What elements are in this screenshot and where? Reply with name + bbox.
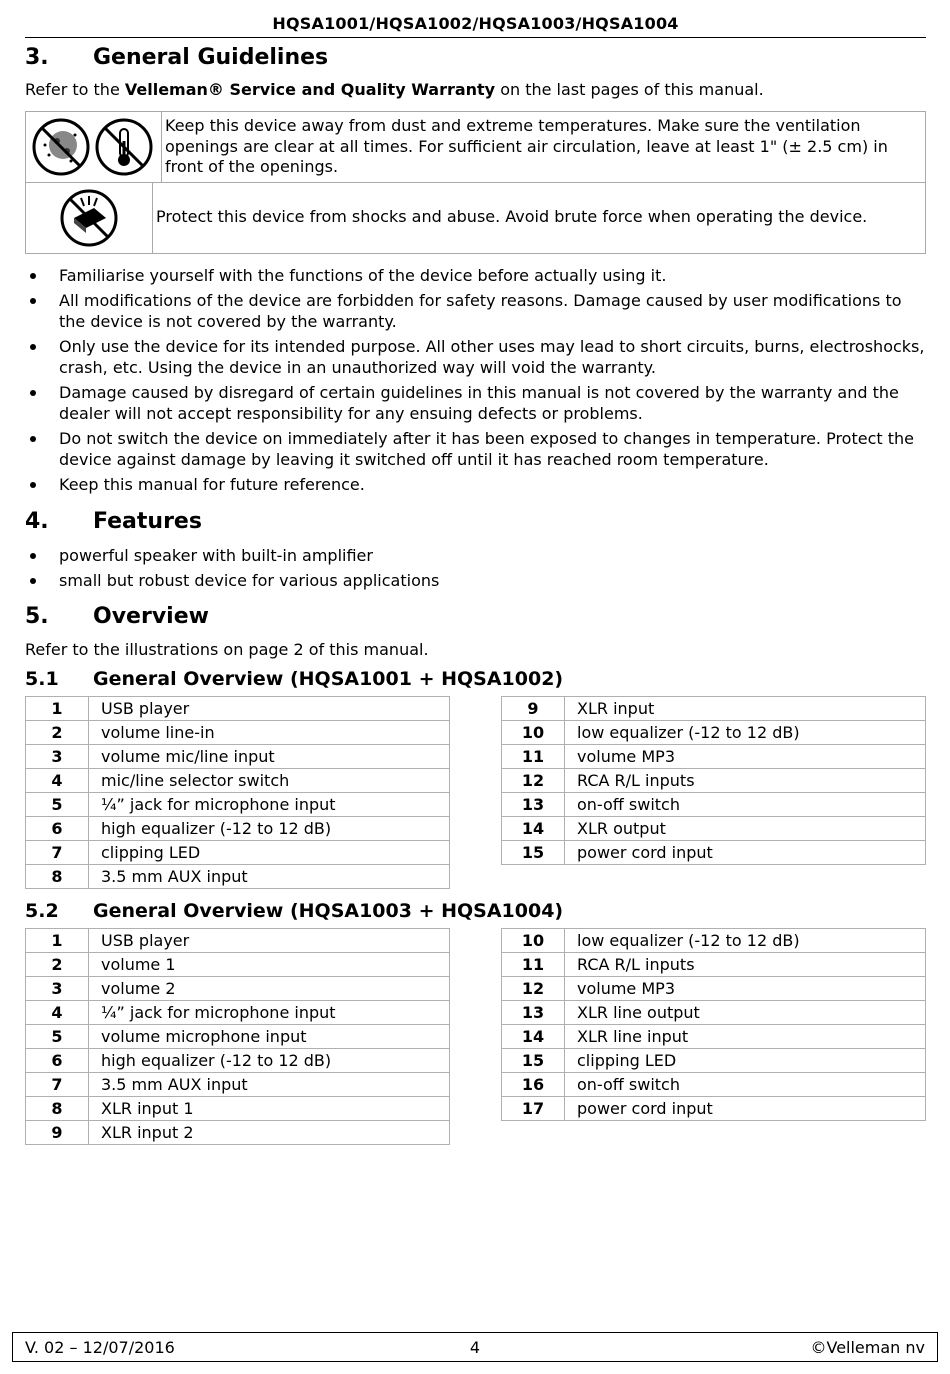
version-date: V. 02 – 12/07/2016: [25, 1338, 175, 1357]
item-description: low equalizer (-12 to 12 dB): [565, 929, 926, 953]
table-row: [26, 769, 450, 793]
item-description: XLR input 2: [89, 1121, 450, 1145]
table-row: [502, 721, 926, 745]
item-description: power cord input: [565, 1097, 926, 1121]
item-number: 6: [26, 1049, 89, 1073]
item-number: 3: [26, 977, 89, 1001]
item-number: 11: [502, 953, 565, 977]
item-description: volume mic/line input: [89, 745, 450, 769]
table-row: [502, 929, 926, 953]
item-number: 11: [502, 745, 565, 769]
item-number: 3: [26, 745, 89, 769]
item-number: 5: [26, 793, 89, 817]
table-row: [26, 953, 450, 977]
overview-table-5-1-right: [501, 696, 926, 865]
item-description: power cord input: [565, 841, 926, 865]
item-description: high equalizer (-12 to 12 dB): [89, 817, 450, 841]
item-number: 8: [26, 865, 89, 889]
subsection-number: 5.1: [25, 668, 59, 690]
no-shock-icon: [59, 188, 119, 248]
item-description: XLR input: [565, 697, 926, 721]
list-item: powerful speaker with built-in amplifier: [25, 545, 925, 566]
guidelines-list: [25, 265, 925, 499]
table-row: [26, 1121, 450, 1145]
subsection-title: General Overview (HQSA1001 + HQSA1002): [93, 668, 564, 690]
item-description: 3.5 mm AUX input: [89, 1073, 450, 1097]
warning-row-dust: [25, 111, 926, 183]
copyright: ©Velleman nv: [810, 1338, 925, 1357]
item-number: 13: [502, 1001, 565, 1025]
item-number: 9: [26, 1121, 89, 1145]
list-item: Only use the device for its intended purpose. All other uses may lead to short circuits, burns, electroshocks, crash, etc. Using the device in an unauthorized way will void the warranty.: [25, 336, 925, 378]
table-row: [502, 793, 926, 817]
list-item: All modifications of the device are forbidden for safety reasons. Damage caused by user modifications to the device is not covered by the warranty.: [25, 290, 925, 332]
table-row: [26, 721, 450, 745]
item-description: volume 1: [89, 953, 450, 977]
item-number: 14: [502, 817, 565, 841]
item-number: 7: [26, 841, 89, 865]
no-dust-icon: [31, 117, 91, 177]
subsection-title: General Overview (HQSA1003 + HQSA1004): [93, 900, 564, 922]
table-row: [502, 841, 926, 865]
item-number: 10: [502, 929, 565, 953]
item-number: 5: [26, 1025, 89, 1049]
overview-table-5-2-left: [25, 928, 450, 1145]
warning-text-shock: Protect this device from shocks and abuse. Avoid brute force when operating the device.: [156, 207, 868, 226]
item-description: ¼” jack for microphone input: [89, 793, 450, 817]
section-title: General Guidelines: [93, 45, 329, 70]
list-item: Do not switch the device on immediately after it has been exposed to changes in temperature. Protect the device against damage by leaving it switched off until it has reached room temperature.: [25, 428, 925, 470]
table-row: [26, 977, 450, 1001]
warranty-reference: Velleman® Service and Quality Warranty: [124, 80, 496, 99]
item-description: low equalizer (-12 to 12 dB): [565, 721, 926, 745]
table-row: [502, 1073, 926, 1097]
item-description: volume line-in: [89, 721, 450, 745]
list-item: small but robust device for various applications: [25, 570, 925, 591]
table-row: [26, 1001, 450, 1025]
table-row: [26, 1025, 450, 1049]
table-row: [26, 929, 450, 953]
item-description: mic/line selector switch: [89, 769, 450, 793]
item-number: 4: [26, 1001, 89, 1025]
overview-table-5-1-left: [25, 696, 450, 889]
table-row: [26, 1049, 450, 1073]
table-row: [502, 1097, 926, 1121]
item-number: 12: [502, 769, 565, 793]
list-item: Keep this manual for future reference.: [25, 474, 925, 495]
item-description: volume MP3: [565, 745, 926, 769]
table-row: [502, 745, 926, 769]
item-number: 16: [502, 1073, 565, 1097]
table-row: [502, 977, 926, 1001]
table-row: [26, 817, 450, 841]
item-description: XLR line output: [565, 1001, 926, 1025]
item-description: XLR line input: [565, 1025, 926, 1049]
intro-text: Refer to the: [25, 80, 125, 99]
overview-table-5-2-right: [501, 928, 926, 1121]
table-row: [502, 1049, 926, 1073]
item-description: clipping LED: [565, 1049, 926, 1073]
no-extreme-temperature-icon: [94, 117, 154, 177]
table-row: [502, 769, 926, 793]
item-number: 6: [26, 817, 89, 841]
item-number: 17: [502, 1097, 565, 1121]
table-row: [26, 793, 450, 817]
item-description: USB player: [89, 929, 450, 953]
item-description: volume microphone input: [89, 1025, 450, 1049]
item-number: 14: [502, 1025, 565, 1049]
item-description: RCA R/L inputs: [565, 769, 926, 793]
item-number: 1: [26, 929, 89, 953]
item-number: 15: [502, 1049, 565, 1073]
table-row: [502, 817, 926, 841]
item-description: ¼” jack for microphone input: [89, 1001, 450, 1025]
document-header: HQSA1001/HQSA1002/HQSA1003/HQSA1004: [25, 11, 926, 38]
item-number: 15: [502, 841, 565, 865]
list-item: Damage caused by disregard of certain guidelines in this manual is not covered by the warranty and the dealer will not accept responsibility for any ensuing defects or problems.: [25, 382, 925, 424]
table-row: [26, 745, 450, 769]
item-number: 13: [502, 793, 565, 817]
item-description: on-off switch: [565, 1073, 926, 1097]
item-description: XLR output: [565, 817, 926, 841]
document-footer: [12, 1332, 938, 1362]
table-row: [26, 865, 450, 889]
table-row: [26, 697, 450, 721]
item-description: high equalizer (-12 to 12 dB): [89, 1049, 450, 1073]
subsection-number: 5.2: [25, 900, 59, 922]
item-description: on-off switch: [565, 793, 926, 817]
item-number: 8: [26, 1097, 89, 1121]
item-number: 9: [502, 697, 565, 721]
warning-text-dust: Keep this device away from dust and extreme temperatures. Make sure the ventilation openings are clear at all times. For sufficient air circulation, leave at least 1" (± 2.5 cm) in front of the openings.: [165, 116, 888, 176]
table-row: [26, 841, 450, 865]
table-row: [502, 697, 926, 721]
features-list: [25, 545, 925, 595]
section-title: Overview: [93, 604, 209, 629]
section-5-intro: Refer to the illustrations on page 2 of this manual.: [25, 640, 429, 659]
item-number: 2: [26, 953, 89, 977]
table-row: [502, 1025, 926, 1049]
item-number: 4: [26, 769, 89, 793]
item-description: XLR input 1: [89, 1097, 450, 1121]
list-item: Familiarise yourself with the functions of the device before actually using it.: [25, 265, 925, 286]
table-row: [26, 1097, 450, 1121]
section-number: 5.: [25, 604, 49, 629]
item-number: 10: [502, 721, 565, 745]
table-row: [26, 1073, 450, 1097]
item-description: volume MP3: [565, 977, 926, 1001]
table-row: [502, 953, 926, 977]
item-number: 1: [26, 697, 89, 721]
item-number: 2: [26, 721, 89, 745]
intro-text-end: on the last pages of this manual.: [495, 80, 764, 99]
section-number: 4.: [25, 509, 49, 534]
warning-icon-cell: [26, 183, 153, 253]
section-3-intro: [25, 79, 925, 100]
item-description: RCA R/L inputs: [565, 953, 926, 977]
item-description: 3.5 mm AUX input: [89, 865, 450, 889]
item-number: 7: [26, 1073, 89, 1097]
item-description: volume 2: [89, 977, 450, 1001]
section-title: Features: [93, 509, 202, 534]
warning-row-shock: [25, 182, 926, 254]
warning-icons-cell: [26, 112, 162, 182]
page-number: 4: [469, 1338, 481, 1357]
item-description: clipping LED: [89, 841, 450, 865]
table-row: [502, 1001, 926, 1025]
section-number: 3.: [25, 45, 49, 70]
item-number: 12: [502, 977, 565, 1001]
item-description: USB player: [89, 697, 450, 721]
